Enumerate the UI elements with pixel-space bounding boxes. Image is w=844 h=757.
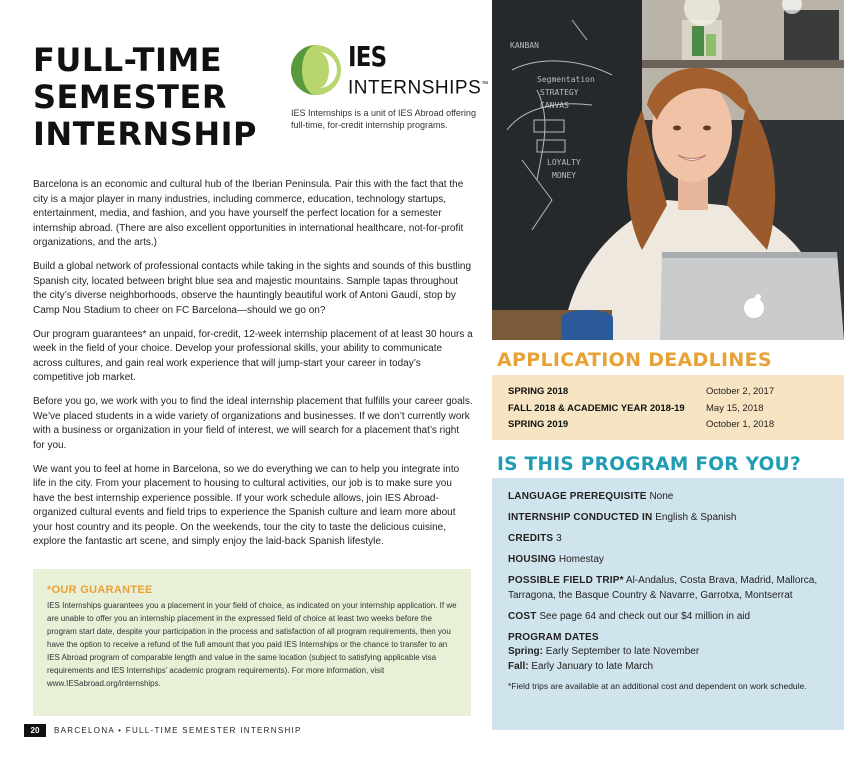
deadline-term: FALL 2018 & ACADEMIC YEAR 2018-19 bbox=[508, 402, 685, 414]
chalk-word-2: Segmentation bbox=[537, 75, 595, 84]
deadline-row bbox=[508, 403, 844, 420]
item-label: INTERNSHIP CONDUCTED IN bbox=[508, 512, 653, 523]
ies-internships-logo bbox=[290, 40, 490, 104]
fall-term: Fall: bbox=[508, 660, 529, 672]
logo-tm: ™ bbox=[481, 81, 489, 88]
deadlines-heading: APPLICATION DEADLINES bbox=[497, 349, 772, 371]
guarantee-text bbox=[47, 599, 457, 690]
item-label: LANGUAGE PREREQUISITE bbox=[508, 491, 647, 502]
deadline-date: May 15, 2018 bbox=[706, 402, 764, 414]
guarantee-link[interactable]: www.IESabroad.org/internships. bbox=[47, 679, 161, 688]
chalk-word-6: MONEY bbox=[552, 171, 577, 180]
program-heading: IS THIS PROGRAM FOR YOU? bbox=[497, 454, 801, 475]
item-label: HOUSING bbox=[508, 554, 557, 565]
title-line-3: INTERNSHIP bbox=[33, 115, 257, 153]
language-prerequisite bbox=[508, 490, 834, 505]
deadlines-box bbox=[492, 375, 844, 440]
item-label: POSSIBLE FIELD TRIP* bbox=[508, 575, 624, 586]
page-number: 20 bbox=[24, 724, 46, 737]
guarantee-box bbox=[33, 569, 471, 716]
deadline-term: SPRING 2019 bbox=[508, 419, 569, 430]
page-title bbox=[33, 42, 283, 153]
item-value: See page 64 and check out our $4 million in aid bbox=[539, 610, 751, 622]
credits bbox=[508, 532, 834, 547]
item-value: 3 bbox=[556, 533, 562, 544]
title-line-1: FULL-TIME bbox=[33, 41, 223, 79]
chalk-word-5: LOYALTY bbox=[547, 158, 581, 167]
footer-label: BARCELONA • FULL-TIME SEMESTER INTERNSHIP bbox=[54, 726, 302, 735]
guarantee-body: IES Internships guarantees you a placement in your field of choice, as indicated on your internship application. If we are unable to offer you an internship placement in the expressed field of choice at least two weeks before the program start date, despite your participation in the process and satisfaction of all program requirements, then you have the option to receive a refund of the full amount that you paid IES Internships or the chance to transfer to an IES Abroad program of comparable length and value in the same location (subject to satisfying applicable visa requirements and IES Internships’ academic program requirements). For more information, visit bbox=[47, 601, 457, 675]
body-paragraph-5: We want you to feel at home in Barcelona, so we do everything we can to help you integrate into life in the city. From your placement to housing to cultural activities, our job is to make sure you have the best internship experience possible. If your work schedule allows, join IES Abroad-organized cultural events and field trips to experience the Spanish culture and learn more about your host country and its people. On the weekends, tour the city to taste the delicious cuisine, explore the fantastic art scene, and simply enjoy the laid-back Spanish lifestyle. bbox=[33, 463, 460, 547]
logo-tagline: IES Internships is a unit of IES Abroad offering full-time, for-credit internship programs. bbox=[291, 108, 476, 130]
deadline-row bbox=[508, 419, 844, 436]
internship-language bbox=[508, 511, 834, 526]
photo-illustration bbox=[492, 0, 844, 340]
program-details-box bbox=[492, 478, 844, 730]
spring-dates bbox=[508, 645, 834, 660]
housing bbox=[508, 553, 834, 568]
student-photo bbox=[492, 0, 844, 340]
body-paragraph-3: Our program guarantees* an unpaid, for-credit, 12-week internship placement of at least 30 hours a week in the field of your choice. Develop your professional skills, your ability to communicate across cultures, and gain real work experience that will jump-start your career in today’s competitive job market. bbox=[33, 328, 473, 383]
spring-value: Early September to late November bbox=[545, 646, 700, 657]
chalk-word-1: KANBAN bbox=[510, 41, 539, 50]
field-trips bbox=[508, 574, 834, 603]
title-line-2: SEMESTER bbox=[33, 78, 227, 116]
chalk-word-3: STRATEGY bbox=[540, 88, 579, 97]
cost bbox=[508, 610, 834, 625]
field-trip-note: *Field trips are available at an additional cost and dependent on work schedule. bbox=[508, 680, 807, 691]
logo-ies-text: IES bbox=[348, 40, 387, 73]
body-paragraph-1: Barcelona is an economic and cultural hub of the Iberian Peninsula. Pair this with the fact that the city is a major player in many industries, including commerce, education, technology startups, entertainment, media, and fashion, and you have yourself the perfect location for a semester internship abroad. (There are also excellent opportunities in international healthcare, not-for-profit organizations, and the arts.) bbox=[33, 179, 464, 248]
page-footer bbox=[0, 724, 480, 737]
body-paragraph-4: Before you go, we work with you to find the ideal internship placement that fulfills your career goals. We’ve placed students in a wide variety of organizations and businesses. If we don’t currently work with a business or organization in your field of interest, we will search for a placement that’s right for you. bbox=[33, 396, 473, 451]
item-label: COST bbox=[508, 610, 537, 622]
intro-text bbox=[33, 178, 473, 559]
item-value: Al-Andalus, Costa Brava, Madrid, Mallorca, Tarragona, the Basque Country & Navarre, Garrotxa, Montserrat bbox=[508, 575, 818, 601]
fall-value: Early January to late March bbox=[531, 660, 654, 672]
logo-internships-text bbox=[348, 74, 489, 99]
deadline-term: SPRING 2018 bbox=[508, 386, 569, 397]
item-value: English & Spanish bbox=[655, 512, 737, 523]
item-label: CREDITS bbox=[508, 533, 554, 544]
ies-leaf-icon bbox=[290, 44, 342, 96]
spring-term: Spring: bbox=[508, 646, 543, 657]
deadline-date: October 2, 2017 bbox=[706, 386, 775, 397]
item-value: None bbox=[649, 491, 674, 502]
chalk-word-4: CANVAS bbox=[540, 101, 569, 110]
deadline-row bbox=[508, 386, 844, 403]
guarantee-title: *OUR GUARANTEE bbox=[47, 584, 153, 596]
item-value: Homestay bbox=[558, 554, 604, 565]
program-dates bbox=[508, 631, 834, 675]
deadline-date: October 1, 2018 bbox=[706, 419, 775, 430]
fall-dates bbox=[508, 660, 834, 675]
body-paragraph-2: Build a global network of professional contacts while taking in the sights and sounds of this bustling Spanish city, located between bright blue sea and majestic mountains. Sample tapas throughout the city’s diverse neighborhoods, observe the hauntingly beautiful work of Antoni Gaudí, stop by Camp Nou Stadium to cheer on FC Barcelona—should we go on? bbox=[33, 261, 472, 316]
logo-internships-word: INTERNSHIPS bbox=[348, 77, 482, 99]
program-dates-label: PROGRAM DATES bbox=[508, 631, 599, 643]
